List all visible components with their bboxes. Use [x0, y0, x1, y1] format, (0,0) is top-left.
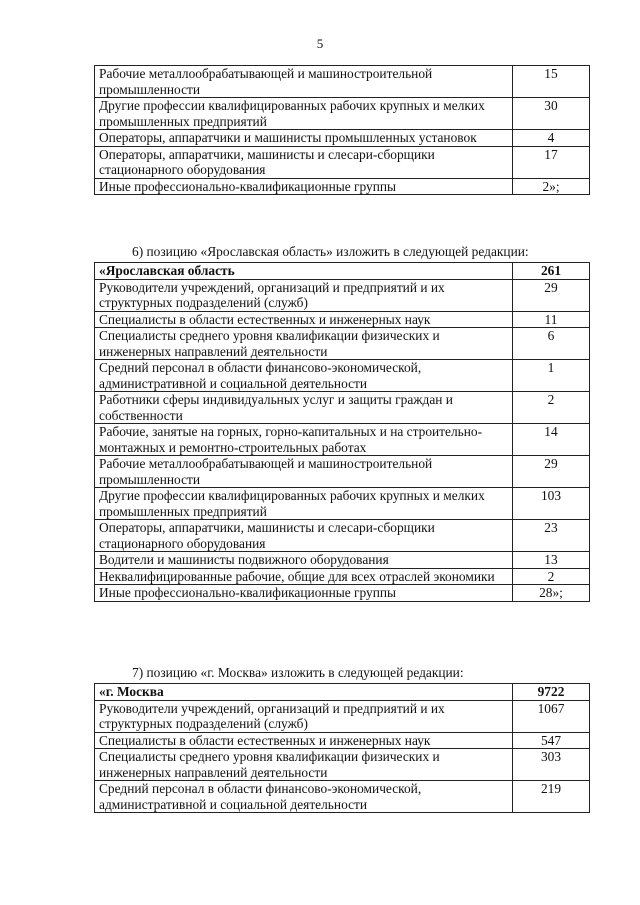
row-value: 14 [513, 424, 590, 456]
table-row [95, 392, 590, 424]
row-label: Другие профессии квалифицированных рабочих крупных и мелких промышленных предприятий [95, 488, 513, 520]
table-row [95, 279, 590, 311]
row-value: 30 [513, 98, 590, 130]
row-value: 219 [513, 781, 590, 813]
row-label: Водители и машинисты подвижного оборудования [95, 552, 513, 569]
row-value: 2 [513, 392, 590, 424]
row-value: 28»; [513, 585, 590, 602]
row-label: Операторы, аппаратчики, машинисты и слесари-сборщики стационарного оборудования [95, 146, 513, 178]
row-label: Руководители учреждений, организаций и предприятий и их структурных подразделений (служб) [95, 700, 513, 732]
row-label: Иные профессионально-квалификационные группы [95, 585, 513, 602]
table-row [95, 732, 590, 749]
table-row [95, 328, 590, 360]
paragraph-item-6: 6) позицию «Ярославская область» изложить в следующей редакции: [132, 244, 529, 259]
moscow-table [94, 683, 590, 813]
row-value: 2 [513, 568, 590, 585]
row-value: 6 [513, 328, 590, 360]
row-label: Операторы, аппаратчики, машинисты и слесари-сборщики стационарного оборудования [95, 520, 513, 552]
region-name: «г. Москва [95, 684, 513, 701]
row-label: Рабочие, занятые на горных, горно-капитальных и на строительно-монтажных и ремонтно-строительных работах [95, 424, 513, 456]
row-value: 13 [513, 552, 590, 569]
row-label: Другие профессии квалифицированных рабочих крупных и мелких промышленных предприятий [95, 98, 513, 130]
page-number: 5 [316, 36, 324, 51]
paragraph-item-7: 7) позицию «г. Москва» изложить в следующей редакции: [132, 665, 464, 680]
row-label: Средний персонал в области финансово-экономической, административной и социальной деятельности [95, 781, 513, 813]
row-label: Специалисты в области естественных и инженерных наук [95, 732, 513, 749]
row-label: Специалисты среднего уровня квалификации физических и инженерных направлений деятельности [95, 328, 513, 360]
table-row [95, 568, 590, 585]
row-label: Неквалифицированные рабочие, общие для всех отраслей экономики [95, 568, 513, 585]
table-row [95, 98, 590, 130]
row-value: 17 [513, 146, 590, 178]
table-row [95, 130, 590, 147]
row-label: Иные профессионально-квалификационные группы [95, 178, 513, 195]
row-value: 1 [513, 360, 590, 392]
row-label: Операторы, аппаратчики и машинисты промышленных установок [95, 130, 513, 147]
row-value: 4 [513, 130, 590, 147]
yaroslavl-region-table [94, 262, 590, 602]
row-label: Работники сферы индивидуальных услуг и защиты граждан и собственности [95, 392, 513, 424]
row-label: Средний персонал в области финансово-экономической, административной и социальной деятельности [95, 360, 513, 392]
row-value: 29 [513, 279, 590, 311]
table-row [95, 781, 590, 813]
table-row [95, 66, 590, 98]
table-row [95, 552, 590, 569]
row-label: Специалисты среднего уровня квалификации физических и инженерных направлений деятельности [95, 749, 513, 781]
row-value: 15 [513, 66, 590, 98]
region-total: 9722 [513, 684, 590, 701]
table-row [95, 311, 590, 328]
table-row [95, 456, 590, 488]
region-name: «Ярославская область [95, 263, 513, 280]
row-label: Рабочие металлообрабатывающей и машиностроительной промышленности [95, 456, 513, 488]
row-value: 547 [513, 732, 590, 749]
row-value: 2»; [513, 178, 590, 195]
occupation-table-continued [94, 65, 590, 195]
row-value: 103 [513, 488, 590, 520]
table-row [95, 178, 590, 195]
table-row [95, 520, 590, 552]
row-label: Специалисты в области естественных и инженерных наук [95, 311, 513, 328]
table-header-row [95, 263, 590, 280]
table-row [95, 700, 590, 732]
table-header-row [95, 684, 590, 701]
row-label: Рабочие металлообрабатывающей и машиностроительной промышленности [95, 66, 513, 98]
table-row [95, 585, 590, 602]
row-value: 23 [513, 520, 590, 552]
row-value: 1067 [513, 700, 590, 732]
region-total: 261 [513, 263, 590, 280]
table-row [95, 424, 590, 456]
row-value: 11 [513, 311, 590, 328]
table-row [95, 488, 590, 520]
row-label: Руководители учреждений, организаций и предприятий и их структурных подразделений (служб) [95, 279, 513, 311]
row-value: 303 [513, 749, 590, 781]
row-value: 29 [513, 456, 590, 488]
table-row [95, 146, 590, 178]
table-row [95, 749, 590, 781]
table-row [95, 360, 590, 392]
